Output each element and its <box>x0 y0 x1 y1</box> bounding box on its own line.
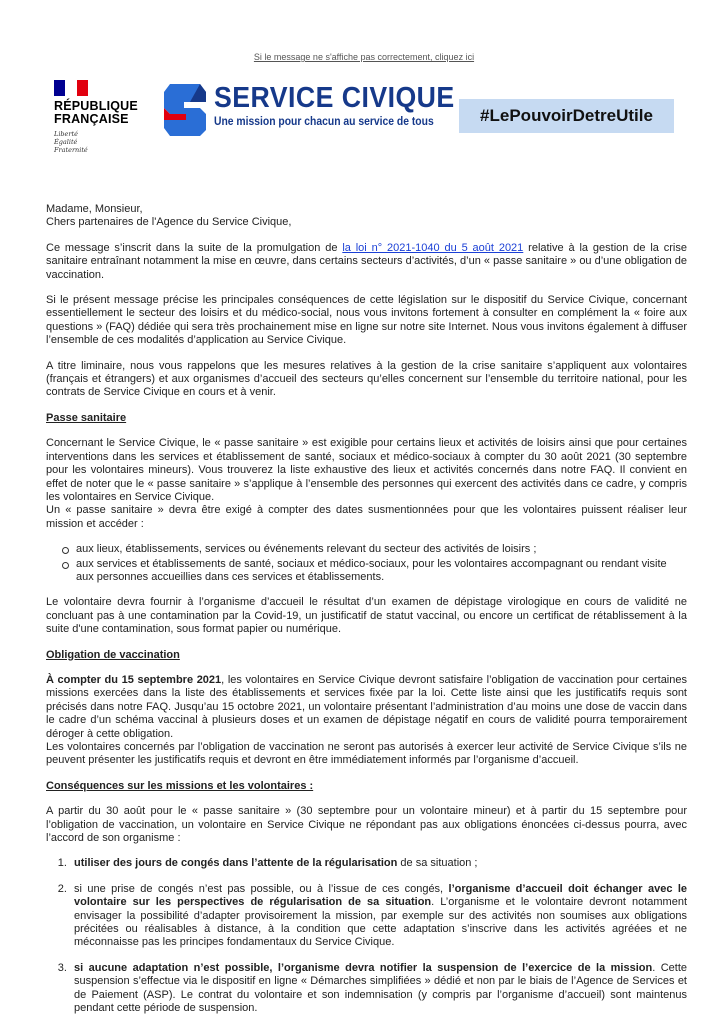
paragraph-9: A partir du 30 août pour le « passe sanitaire » (30 septembre pour un volontaire mineur) et à partir du 15 septembre pour l’obligation de vaccination, un volontaire en Service Civique ne répondant pas aux obligations énoncées ci-dessus pourra, avec l’accord de son organisme : <box>46 805 687 845</box>
item-bold: l’organisme d’accueil doit échanger avec le volontaire sur les perspectives de régularisation de sa situation <box>74 882 687 909</box>
rf-motto <box>54 130 154 154</box>
list-item <box>70 883 687 950</box>
hashtag-banner: #LePouvoirDetreUtile <box>459 99 674 133</box>
service-civique-logo-icon <box>160 80 210 140</box>
item-text: de sa situation ; <box>397 857 478 870</box>
item-bold: si aucune adaptation n’est possible, l’organisme devra notifier la suspension de l’exercice de la mission <box>74 961 653 974</box>
heading-consequences: Conséquences sur les missions et les volontaires : <box>46 779 314 792</box>
republique-francaise-logo <box>54 80 154 154</box>
paragraph-intro <box>46 242 687 282</box>
heading-obligation-vaccination: Obligation de vaccination <box>46 648 180 661</box>
heading-passe-sanitaire: Passe sanitaire <box>46 411 127 424</box>
header <box>54 80 684 160</box>
paragraph-6: Le volontaire devra fournir à l’organisme d’accueil le résultat d’un examen de dépistage virologique en cours de validité ne concluant pas à une contamination par la Covid-19, un justificatif de statut vaccinal, ou encore un certificat de rétablissement à la suite d'une contamination, sous format papier ou numérique. <box>46 596 687 636</box>
paragraph-4: Concernant le Service Civique, le « passe sanitaire » est exigible pour certains lieux et activités de loisirs ainsi que pour certaines interventions dans les services et établissement de santé, sociaux et médico-sociaux à compter du 30 août 2021 (30 septembre pour les volontaires mineurs). Vous trouverez la liste exhaustive des lieux et activités concernés dans notre FAQ. Il convient en effet de noter que le « passe sanitaire » s’applique à l’ensemble des personnes qui exercent des activités dans ce cadre, y compris les volontaires en Service Civique. <box>46 437 687 503</box>
p7-bold: À compter du 15 septembre 2021 <box>46 673 222 686</box>
paragraph-3: A titre liminaire, nous vous rappelons que les mesures relatives à la gestion de la crise sanitaire s’appliquent aux volontaires (français et étrangers) et aux organismes d’accueil des secteurs qu’elles concernent sur l’ensemble du territoire national, pour les contrats de Service Civique en cours et à venir. <box>46 359 687 399</box>
sc-name: SERVICE CIVIQUE <box>214 82 455 114</box>
list-item: aux lieux, établissements, services ou événements relevant du secteur des activités de loisirs ; <box>64 543 687 556</box>
list-item <box>70 962 687 1016</box>
rf-motto-2: Égalité <box>54 138 78 146</box>
rf-title-2: FRANÇAISE <box>54 112 129 126</box>
item-text: . L’organisme et le volontaire devront notamment envisager la possibilité d’adapter provisoirement la mission, par exemple sur des activités non soumises aux obligations précitées ou réalisables à distance, à la condition que cette adaptation s’inscrive dans les activités agréées et ne méconnaisse pas les principes fondamentaux du Service Civique. <box>74 896 687 949</box>
item-text: si une prise de congés n’est pas possible, ou à l’issue de ces congés, <box>74 882 449 895</box>
list-item: aux services et établissements de santé, sociaux et médico-sociaux, pour les volontaires accompagnant ou rendant visite aux personnes accueillies dans ces services et établissements. <box>64 558 687 585</box>
tricolor-flag-icon <box>54 80 88 96</box>
item-bold: utiliser des jours de congés dans l’attente de la régularisation <box>74 857 398 870</box>
view-online-link[interactable]: Si le message ne s'affiche pas correctement, cliquez ici <box>253 52 475 62</box>
p1-text-b: relative à la gestion de la crise sanitaire entraînant notamment la mise en œuvre, dans certains secteurs d’activités, d’un « passe sanitaire » ou d’une obligation de vaccination. <box>46 241 687 281</box>
rf-title-1: RÉPUBLIQUE <box>54 99 138 113</box>
paragraph-7 <box>46 674 687 741</box>
measures-list <box>46 857 687 1015</box>
greeting-1: Madame, Monsieur, <box>46 203 143 215</box>
paragraph-2: Si le présent message précise les principales conséquences de cette législation sur le dispositif du Service Civique, concernant essentiellement le secteur des loisirs et du médico-social, nous vous invitons fortement à consulter en complément la « foire aux questions » (FAQ) dédiée qui sera très prochainement mise en ligne sur notre site Internet. Nous vous invitons également à diffuser l’ensemble de ces modalités d’application au Service Civique. <box>46 294 687 347</box>
p1-text-a: Ce message s’inscrit dans la suite de la promulgation de <box>46 241 343 254</box>
law-link[interactable]: la loi n° 2021-1040 du 5 août 2021 <box>342 241 524 254</box>
p7-rest: , les volontaires en Service Civique devront satisfaire l’obligation de vaccination pour certaines missions exercées dans la liste des établissements et services fixée par la loi. Cette liste ainsi que les justificatifs requis sont précisés dans notre FAQ. Jusqu’au 15 octobre 2021, un volontaire présentant l’administration d’au moins une dose de vaccin dans le cadre d’un schéma vaccinal à plusieurs doses et un examen de dépistage négatif en cours de validité pourra temporairement déroger à cette obligation. <box>46 673 687 740</box>
rf-motto-3: Fraternité <box>54 146 88 154</box>
rf-motto-1: Liberté <box>54 130 78 138</box>
service-civique-brand <box>214 82 476 128</box>
greeting-2: Chers partenaires de l'Agence du Service Civique, <box>46 216 292 229</box>
letter-body <box>46 203 687 1028</box>
list-item <box>70 857 687 870</box>
access-list <box>46 543 687 584</box>
paragraph-8: Les volontaires concernés par l’obligation de vaccination ne seront pas autorisés à exercer leur activité de Service Civique s’ils ne peuvent présenter les justificatifs requis et devront en être immédiatement informés par l’organisme d’accueil. <box>46 741 687 767</box>
sc-tagline: Une mission pour chacun au service de tous <box>214 116 434 128</box>
item-text: . Cette suspension s’effectue via le dispositif en ligne « Démarches simplifiées » dédié et non par le biais de l’Agence de Services et de Paiement (ASP). Le contrat du volontaire et son indemnisation (y compris par l’organisme d’accueil) sont maintenus pendant cette période de suspension. <box>74 961 688 1015</box>
paragraph-5: Un « passe sanitaire » devra être exigé à compter des dates susmentionnées pour que les volontaires puissent réaliser leur mission et accéder : <box>46 504 687 530</box>
